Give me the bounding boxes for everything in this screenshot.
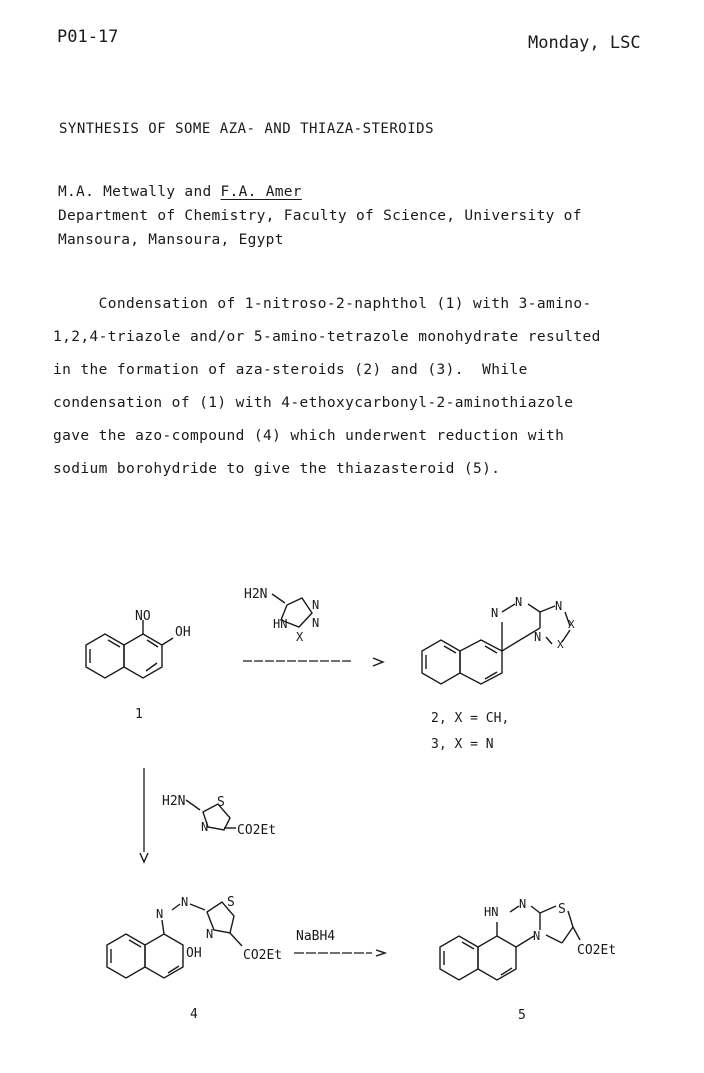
abstract-line: 1,2,4-triazole and/or 5-amino-tetrazole monohydrate resulted — [53, 329, 601, 345]
c23-n-d: N — [534, 630, 542, 644]
paper-title: SYNTHESIS OF SOME AZA- AND THIAZA-STEROIDS — [59, 121, 435, 137]
compound-5-label: 5 — [518, 1008, 526, 1023]
reagent-2-ester: CO2Et — [237, 823, 277, 838]
c23-x-b: X — [557, 638, 564, 651]
hydroxyl-label: OH — [175, 625, 191, 640]
author-first: M.A. Metwally — [58, 184, 176, 200]
compound-5-nh: HN — [484, 905, 499, 919]
compound-5-n-b: N — [533, 929, 541, 943]
reagent-1-x: X — [296, 630, 304, 644]
affiliation-line-2: Mansoura, Mansoura, Egypt — [58, 232, 284, 248]
reagent-2-amino: H2N — [162, 794, 186, 809]
reaction-arrow-2-head — [140, 853, 148, 862]
c23-n-a: N — [491, 606, 499, 620]
compound-4-ester: CO2Et — [243, 948, 283, 963]
compound-1-structure — [86, 620, 173, 678]
compound-4-sulfur: S — [227, 895, 235, 910]
abstract-line: in the formation of aza-steroids (2) and (3). While — [53, 362, 528, 378]
compound-3-label: 3, X = N — [431, 737, 494, 752]
c23-x-a: X — [568, 618, 575, 631]
abstract-line: sodium borohydride to give the thiazasteroid (5). — [53, 461, 501, 477]
abstract-line: Condensation of 1-nitroso-2-naphthol (1) with 3-amino- — [53, 296, 592, 312]
session-label: Monday, LSC — [528, 33, 641, 53]
azo-n-b: N — [181, 895, 189, 909]
author-second: F.A. Amer — [220, 184, 302, 200]
author-joiner: and — [175, 184, 221, 200]
abstract-code: P01-17 — [57, 27, 119, 47]
reagent-1-nh: HN — [273, 617, 288, 631]
reagent-2-nitrogen: N — [201, 820, 209, 834]
affiliation-line-1: Department of Chemistry, Faculty of Science, University of — [58, 208, 582, 224]
reagent-1-n-a: N — [312, 598, 320, 612]
compound-1-label: 1 — [135, 707, 143, 722]
abstract-line: gave the azo-compound (4) which underwent reduction with — [53, 428, 565, 444]
c23-n-c: N — [555, 599, 563, 613]
reaction-arrow-1-head — [373, 658, 383, 666]
nitroso-label: NO — [135, 609, 151, 624]
reagent-2-sulfur: S — [217, 795, 225, 810]
reagent-1-amino: H2N — [244, 587, 268, 602]
compound-2-label: 2, X = CH, — [431, 711, 510, 726]
reaction-arrow-3-head — [376, 950, 385, 956]
azo-n-a: N — [156, 907, 164, 921]
compound-5-ester: CO2Et — [577, 943, 617, 958]
compound-5-structure — [440, 906, 580, 980]
compound-4-label: 4 — [190, 1007, 198, 1022]
compound-4-nitrogen: N — [206, 927, 214, 941]
abstract-line: condensation of (1) with 4-ethoxycarbonyl-2-aminothiazole — [53, 395, 574, 411]
reagent-3-label: NaBH4 — [296, 929, 336, 944]
compound-4-hydroxyl: OH — [186, 946, 202, 961]
compound-4-structure — [107, 902, 242, 978]
reagent-1-n-b: N — [312, 616, 320, 630]
compound-5-n-a: N — [519, 897, 527, 911]
reagent-2-structure — [186, 800, 236, 830]
c23-n-b: N — [515, 595, 523, 609]
compound-5-sulfur: S — [558, 902, 566, 917]
